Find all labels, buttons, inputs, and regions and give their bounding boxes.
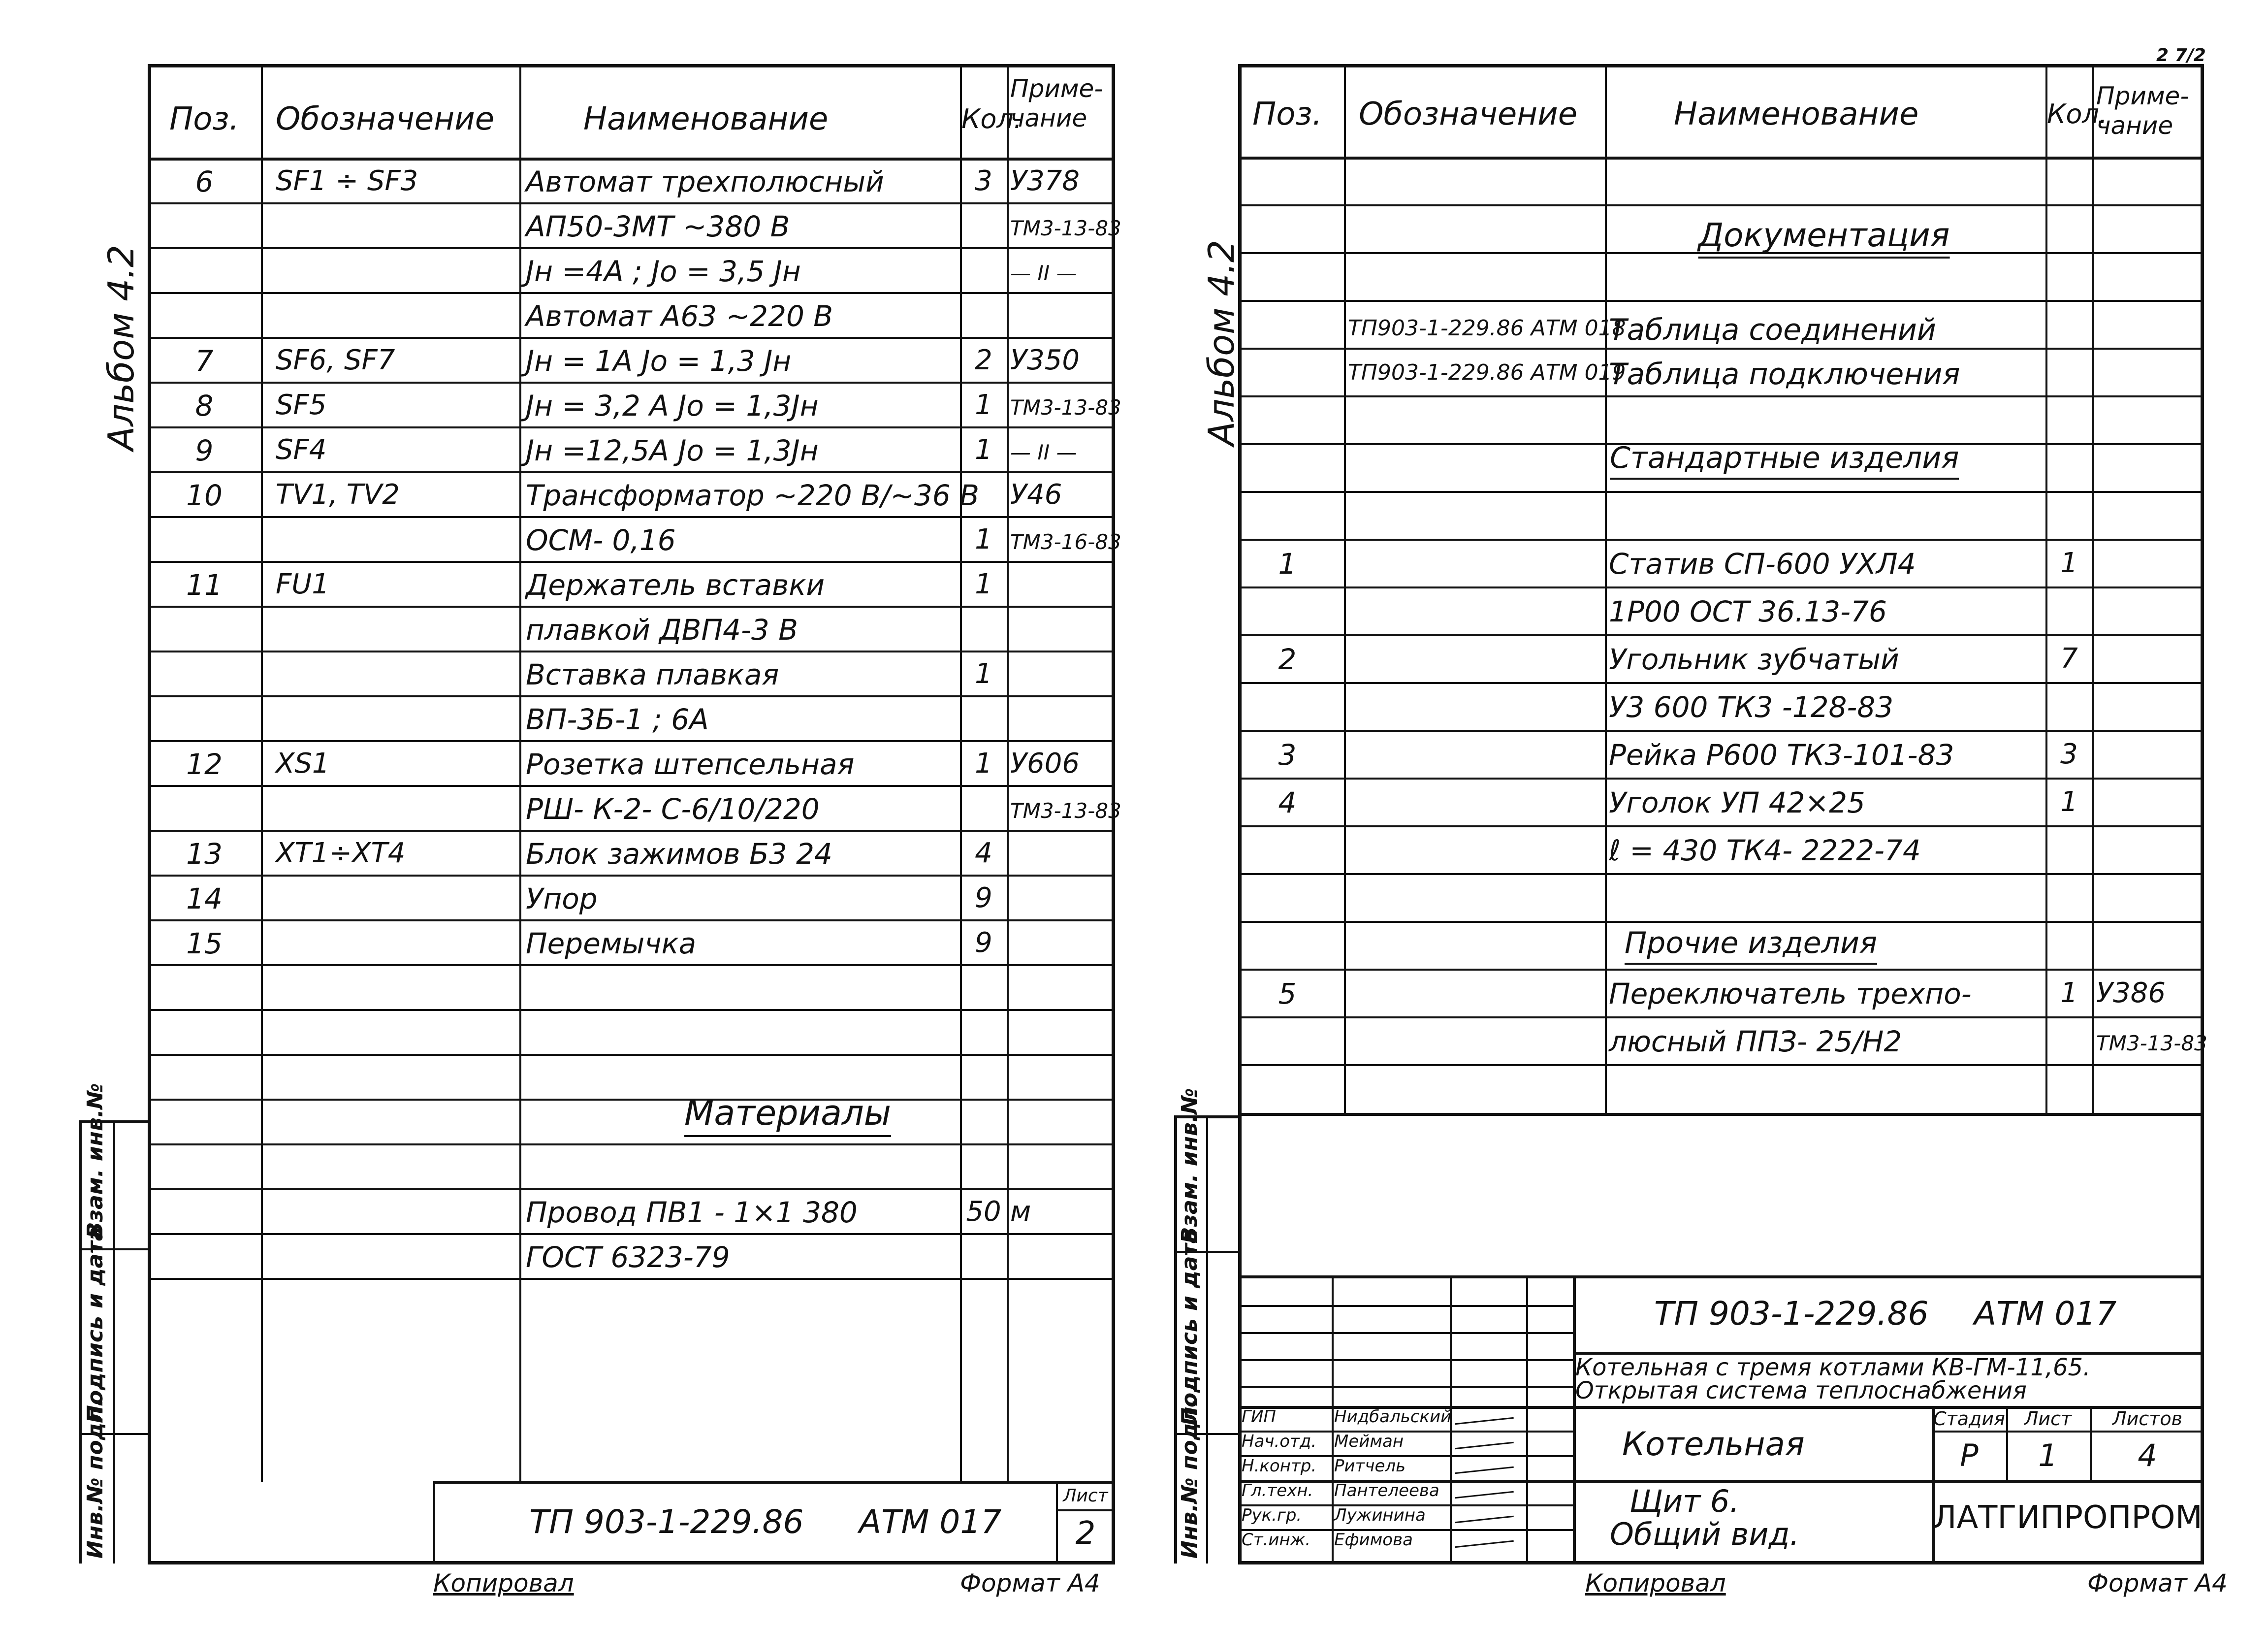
left-cell-name: Держатель вставки: [526, 568, 825, 602]
left-row-line: [148, 875, 1115, 877]
left-cell-pos: 9: [195, 434, 214, 467]
left-row-line: [148, 1054, 1115, 1056]
right-cell-name: Статив СП-600 УХЛ4: [1609, 547, 1916, 581]
right-row-line: [1238, 586, 2204, 588]
stamp-h-a: [1238, 1305, 1573, 1307]
left-row-line: [148, 292, 1115, 294]
stamp-sheet-label: Лист: [2024, 1408, 2072, 1430]
left-cell-note: У606: [1010, 748, 1080, 780]
stamp-stage-label: Стадия: [1933, 1408, 2005, 1430]
left-row-line: [148, 1009, 1115, 1011]
left-cell-name: Jн =12,5А Jо = 1,3Jн: [526, 434, 819, 467]
left-row-line: [148, 426, 1115, 428]
left-row-line: [148, 651, 1115, 652]
right-doc-row-2-des: ТП903-1-229.86 АТМ 019: [1348, 360, 1626, 385]
stamp-org: ЛАТГИПРОПРОМ: [1933, 1499, 2203, 1536]
right-footer-copied: Копировал: [1585, 1569, 1726, 1597]
right-row-line: [1238, 1064, 2204, 1066]
left-cell-name: Трансформатор ~220 В/~36 В: [526, 479, 980, 512]
left-cell-qty: 9: [975, 927, 992, 959]
left-row-line: [148, 337, 1115, 339]
left-header-name: Наименование: [583, 101, 829, 137]
right-cell-pos: 4: [1278, 786, 1297, 819]
left-cell-qty: 1: [975, 748, 992, 780]
right-cell-name: Уголок УП 42×25: [1609, 786, 1865, 819]
right-cell-name: Рейка Р600 ТК3-101-83: [1609, 738, 1954, 772]
left-margin-strip-mid: [113, 1120, 115, 1564]
right-margin-inv-orig: Инв.№ подл.: [1177, 1398, 1202, 1559]
right-header-qty: Кол.: [2047, 98, 2108, 130]
right-row-line: [1238, 825, 2204, 827]
right-row-line: [1238, 348, 2204, 350]
stamp-person-name: Ритчель: [1334, 1456, 1406, 1476]
left-cell-note: ТМ3-13-83: [1010, 799, 1121, 823]
left-cell-name: Вставка плавкая: [526, 658, 779, 691]
left-cell-name: ВП-3Б-1 ; 6А: [526, 703, 709, 736]
left-cell-designation: FU1: [276, 568, 329, 600]
left-col-line-pos: [261, 64, 263, 1482]
left-row-line: [148, 695, 1115, 697]
stamp-project-1: Котельная с тремя котлами КВ-ГМ-11,65.: [1575, 1354, 2091, 1381]
right-cell-qty: 1: [2060, 547, 2078, 579]
stamp-vline-4: [1573, 1275, 1576, 1564]
stamp-person-name: Лужинина: [1334, 1505, 1426, 1525]
right-cell-qty: 1: [2060, 977, 2078, 1009]
left-margin-sign-date: Подпись и дата: [83, 1226, 108, 1423]
left-row-line: [148, 1233, 1115, 1235]
right-cell-qty: 1: [2060, 786, 2078, 818]
stamp-top-line: [1238, 1275, 2204, 1278]
right-cell-name: ℓ = 430 ТК4- 2222-74: [1609, 834, 1921, 867]
left-cell-designation: SF6, SF7: [276, 344, 395, 376]
left-header-note1: Приме-: [1010, 74, 1103, 103]
stamp-person-role: Н.контр.: [1242, 1456, 1317, 1476]
right-col-line-note: [2092, 64, 2094, 1113]
right-corner-mark: 2 7/2: [2156, 45, 2206, 65]
right-cell-name: люсный ППЗ- 25/Н2: [1609, 1025, 1902, 1058]
right-album-label: Альбом 4.2: [1201, 240, 1242, 446]
left-stamp-left: [433, 1481, 435, 1564]
left-cell-pos: 6: [195, 165, 214, 198]
stamp-h-b: [1238, 1332, 1573, 1334]
right-row-line: [1238, 204, 2204, 206]
left-row-line: [148, 202, 1115, 204]
stamp-atm: АТМ 017: [1974, 1295, 2117, 1333]
right-col-line-pos: [1344, 64, 1346, 1113]
right-cell-name: 1Р00 ОСТ 36.13-76: [1609, 595, 1887, 628]
right-row-line: [1238, 682, 2204, 684]
left-cell-name: Блок зажимов Б3 24: [526, 837, 832, 871]
right-row-line: [1238, 395, 2204, 397]
right-header-bottom: [1238, 157, 2204, 160]
left-cell-qty: 1: [975, 658, 992, 690]
right-doc-row-1-des: ТП903-1-229.86 АТМ 018: [1348, 316, 1626, 341]
left-cell-qty: 50: [966, 1196, 1001, 1228]
left-cell-name: АП50-3МТ ~380 В: [526, 210, 790, 243]
left-cell-designation: SF4: [276, 434, 327, 466]
stamp-object: Котельная: [1622, 1425, 1805, 1463]
left-stamp-sheet-no: 2: [1075, 1515, 1096, 1552]
stamp-sheet-title-1: Щит 6.: [1629, 1483, 1740, 1519]
right-doc-title: Документация: [1698, 219, 1950, 259]
left-cell-qty: 1: [975, 434, 992, 466]
left-cell-qty: 1: [975, 568, 992, 600]
right-header-note1: Приме-: [2096, 82, 2189, 110]
stamp-stage-mid2: [2090, 1406, 2092, 1480]
left-header-qty: Кол.: [961, 103, 1022, 134]
left-row-line: [148, 1099, 1115, 1101]
left-col-line-note: [1007, 64, 1009, 1482]
stamp-person-role: Гл.техн.: [1242, 1481, 1313, 1500]
right-doc-row-1-name: Таблица соединений: [1609, 313, 1936, 347]
right-cell-pos: 2: [1278, 643, 1297, 676]
left-cell-designation: SF5: [276, 389, 327, 421]
left-row-line: [148, 471, 1115, 473]
right-table-bottom: [1238, 1113, 2204, 1116]
stamp-vline-3: [1526, 1275, 1528, 1564]
left-margin-inv-orig: Инв.№ подл.: [83, 1398, 108, 1559]
left-row-line: [148, 247, 1115, 249]
right-footer-format: Формат А4: [2087, 1569, 2228, 1597]
stamp-person-role: Ст.инж.: [1242, 1530, 1311, 1550]
right-other-title: Прочие изделия: [1625, 928, 1877, 965]
right-margin-strip-mid: [1206, 1115, 1208, 1564]
left-cell-qty: 3: [975, 165, 992, 197]
stamp-sheet-title-2: Общий вид.: [1610, 1516, 1800, 1552]
left-row-line: [148, 785, 1115, 787]
stamp-person-name: Нидбальский: [1334, 1407, 1452, 1427]
right-cell-name: Переключатель трехпо-: [1609, 977, 1972, 1010]
left-row-line: [148, 1278, 1115, 1280]
right-cell-qty: 7: [2060, 643, 2078, 675]
left-cell-note: У350: [1010, 344, 1080, 376]
left-cell-name: Jн = 1А Jо = 1,3 Jн: [526, 344, 792, 378]
right-row-line: [1238, 730, 2204, 732]
left-cell-note: ТМ3-16-83: [1010, 530, 1121, 554]
stamp-object-bottom: [1573, 1480, 2204, 1483]
left-header-bottom: [148, 158, 1115, 161]
stamp-stage-value: Р: [1960, 1437, 1979, 1473]
right-row-line: [1238, 539, 2204, 541]
left-margin-strip-right: [148, 1120, 151, 1564]
left-cell-designation: XS1: [276, 748, 330, 780]
left-cell-name: ОСМ- 0,16: [526, 523, 676, 557]
stamp-person-name: Пантелеева: [1334, 1481, 1439, 1500]
stamp-h-d: [1238, 1386, 1573, 1388]
right-doc-row-2-name: Таблица подключения: [1609, 357, 1960, 391]
stamp-person-name: Мейман: [1334, 1432, 1404, 1451]
left-cell-name: Jн = 3,2 А Jо = 1,3Jн: [526, 389, 819, 423]
left-cell-name: Упор: [526, 882, 598, 915]
left-cell-note: ТМ3-13-83: [1010, 216, 1121, 240]
left-row-line: [148, 606, 1115, 608]
right-cell-note: ТМ3-13-83: [2096, 1031, 2207, 1055]
left-stamp-sheet-line: [1056, 1481, 1058, 1564]
left-cell-name: РШ- К-2- С-6/10/220: [526, 792, 820, 826]
left-stamp-top: [433, 1481, 1115, 1484]
left-materials-title: Материалы: [684, 1096, 891, 1137]
stamp-person-role: Нач.отд.: [1242, 1432, 1317, 1451]
left-row-line: [148, 1143, 1115, 1145]
left-row-line: [148, 964, 1115, 966]
stamp-stage-left: [1932, 1406, 1935, 1564]
left-stamp-sheet-label: Лист: [1063, 1486, 1108, 1506]
left-row-line: [148, 516, 1115, 518]
left-cell-note: — II —: [1010, 261, 1077, 285]
left-cell-designation: TV1, TV2: [276, 479, 400, 511]
left-stamp-code: ТП 903-1-229.86: [529, 1503, 804, 1541]
left-cell-pos: 13: [186, 837, 223, 871]
left-row-line: [148, 919, 1115, 921]
left-cell-note: У378: [1010, 165, 1080, 197]
stamp-project-2: Открытая система теплоснабжения: [1575, 1377, 2027, 1404]
right-cell-pos: 3: [1278, 738, 1297, 772]
stamp-stage-mid1: [2006, 1406, 2008, 1480]
left-margin-strip-left: [79, 1120, 82, 1564]
left-cell-pos: 8: [195, 389, 214, 423]
left-cell-name: Автомат трехполюсный: [526, 165, 884, 198]
left-cell-designation: XT1÷XT4: [276, 837, 406, 869]
left-album-label: Альбом 4.2: [100, 245, 142, 451]
stamp-vline-1: [1332, 1275, 1334, 1564]
left-col-line-des: [519, 64, 521, 1482]
right-col-line-des: [1605, 64, 1607, 1113]
left-cell-note: ТМ3-13-83: [1010, 395, 1121, 420]
left-cell-pos: 10: [186, 479, 223, 512]
left-cell-pos: 14: [186, 882, 223, 915]
left-margin-inv-swap: Взам. инв.№: [83, 1083, 108, 1238]
right-row-line: [1238, 969, 2204, 971]
left-cell-pos: 11: [186, 568, 223, 602]
left-header-designation: Обозначение: [276, 101, 495, 137]
right-row-line: [1238, 778, 2204, 780]
left-cell-name: Провод ПВ1 - 1×1 380: [526, 1196, 858, 1229]
left-stamp-atm: АТМ 017: [859, 1503, 1002, 1541]
left-cell-pos: 7: [195, 344, 214, 378]
stamp-sheet-value: 1: [2038, 1437, 2058, 1473]
stamp-sheets-label: Листов: [2112, 1408, 2182, 1430]
left-row-line: [148, 382, 1115, 384]
right-row-line: [1238, 634, 2204, 636]
left-cell-name: Розетка штепсельная: [526, 748, 855, 781]
left-cell-qty: 1: [975, 389, 992, 421]
left-cell-name: плавкой ДВП4-3 В: [526, 613, 799, 647]
right-header-designation: Обозначение: [1359, 96, 1578, 132]
right-margin-sign-date: Подпись и дата: [1177, 1229, 1202, 1426]
left-cell-designation: SF1 ÷ SF3: [276, 165, 418, 197]
right-row-line: [1238, 300, 2204, 302]
right-row-line: [1238, 491, 2204, 493]
left-cell-pos: 15: [186, 927, 223, 960]
left-cell-pos: 12: [186, 748, 223, 781]
left-cell-note: — II —: [1010, 440, 1077, 464]
right-margin-inv-swap: Взам. инв.№: [1177, 1088, 1202, 1243]
right-row-line: [1238, 873, 2204, 875]
right-cell-note: У386: [2096, 977, 2166, 1009]
right-row-line: [1238, 1016, 2204, 1018]
left-cell-name: Автомат А63 ~220 В: [526, 299, 833, 333]
left-cell-qty: 4: [975, 837, 992, 869]
right-cell-name: Угольник зубчатый: [1609, 643, 1899, 676]
stamp-person-role: ГИП: [1242, 1407, 1276, 1427]
left-header-note2: чание: [1010, 104, 1087, 132]
stamp-code: ТП 903-1-229.86: [1654, 1295, 1929, 1333]
left-footer-format: Формат А4: [960, 1569, 1100, 1597]
left-row-line: [148, 561, 1115, 563]
left-cell-name: Jн =4А ; Jо = 3,5 Jн: [526, 255, 801, 288]
left-cell-qty: 2: [975, 344, 992, 376]
left-stamp-sheet-split: [1056, 1509, 1115, 1511]
left-cell-qty: 9: [975, 882, 992, 914]
left-row-line: [148, 830, 1115, 832]
stamp-h-c: [1238, 1359, 1573, 1361]
right-cell-name: У3 600 ТК3 -128-83: [1609, 690, 1894, 724]
left-cell-name: Перемычка: [526, 927, 697, 960]
stamp-person-name: Ефимова: [1334, 1530, 1413, 1550]
left-header-pos: Поз.: [169, 101, 239, 137]
right-cell-qty: 3: [2060, 738, 2078, 770]
right-header-note2: чание: [2096, 111, 2173, 140]
right-row-line: [1238, 921, 2204, 923]
right-cell-pos: 5: [1278, 977, 1297, 1010]
left-cell-name: ГОСТ 6323-79: [526, 1240, 730, 1274]
stamp-person-role: Рук.гр.: [1242, 1505, 1302, 1525]
right-header-pos: Поз.: [1252, 96, 1322, 132]
left-cell-note: м: [1010, 1196, 1031, 1228]
left-row-line: [148, 1188, 1115, 1190]
left-footer-copied: Копировал: [433, 1569, 574, 1597]
right-header-name: Наименование: [1674, 96, 1919, 132]
stamp-sheets-value: 4: [2138, 1437, 2157, 1473]
stamp-stage-label-line: [1932, 1431, 2204, 1433]
right-col-line-qty: [2045, 64, 2047, 1113]
left-cell-note: У46: [1010, 479, 1062, 511]
left-cell-qty: 1: [975, 523, 992, 555]
right-std-title: Стандартные изделия: [1610, 443, 1959, 480]
left-row-line: [148, 740, 1115, 742]
left-col-line-qty: [960, 64, 962, 1482]
right-cell-pos: 1: [1278, 547, 1297, 581]
